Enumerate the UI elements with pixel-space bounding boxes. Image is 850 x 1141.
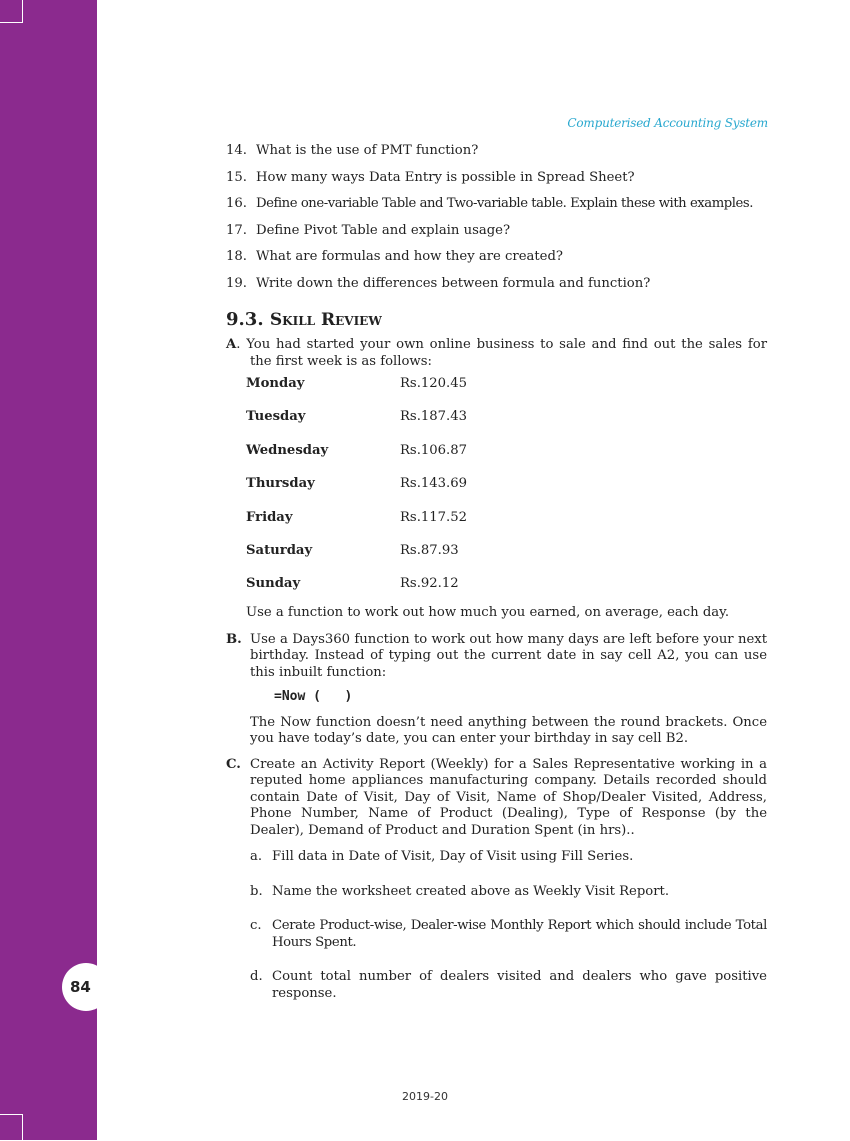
item-text: Fill data in Date of Visit, Day of Visit using Fill Series. (272, 849, 634, 865)
question-text: What are formulas and how they are created? (256, 249, 564, 264)
question-number: 16. (226, 196, 247, 211)
sales-row (246, 576, 767, 602)
question-text: Define one-variable Table and Two-variable table. Explain these with examples. (256, 196, 753, 211)
day-amount: Rs.92.12 (400, 576, 459, 592)
question-number: 15. (226, 169, 247, 185)
day-name: Saturday (246, 542, 313, 558)
part-b-text: Use a Days360 function to work out how many days are left before your next birthday. Instead of typing out the current date in say cell A2, you can use this inbuilt function: (250, 631, 767, 680)
day-name: Thursday (246, 476, 315, 492)
part-b-note: The Now function doesn’t need anything between the round brackets. Once you have today’s date, you can enter your birthday in say cell B2. (250, 714, 767, 747)
part-a-text: . You had started your own online business to sale and find out the sales for the first week is as follows: (236, 337, 767, 369)
question-text: Write down the differences between formula and function? (256, 275, 651, 291)
sales-row (246, 376, 767, 409)
question-number: 14. (226, 143, 247, 158)
section-title: Skill Review (269, 310, 382, 330)
question-item (226, 223, 767, 240)
part-c (226, 757, 767, 840)
item-label: b. (250, 883, 263, 899)
part-c-text: Create an Activity Report (Weekly) for a Sales Representative working in a reputed home appliances manufacturing company. Details recorded should contain Date of Visit, Day of Visit, Name of Shop/Dealer Visited, Address, Phone Number, Name of Product (Dealing), Type of Response (by the Dealer), Demand of Product and Duration Spent (in hrs).. (250, 756, 767, 838)
part-c-item (250, 884, 767, 901)
part-c-items (226, 849, 767, 1002)
question-item (226, 170, 767, 187)
part-a-label: A (226, 337, 237, 352)
question-number: 17. (226, 222, 247, 238)
sales-row (246, 409, 767, 442)
item-label: c. (250, 918, 262, 934)
day-name: Wednesday (246, 442, 329, 458)
item-text: Cerate Product-wise, Dealer-wise Monthly Report which should include Total Hours Spent. (272, 918, 767, 950)
section-heading (226, 309, 767, 331)
part-b (226, 632, 767, 682)
part-c-label: C. (226, 756, 241, 772)
sales-row (246, 510, 767, 543)
question-text: What is the use of PMT function? (256, 143, 479, 158)
day-amount: Rs.87.93 (400, 542, 459, 558)
part-b-label: B. (226, 631, 242, 647)
item-label: a. (250, 849, 263, 865)
day-amount: Rs.187.43 (400, 409, 468, 425)
part-c-item (250, 849, 767, 866)
item-label: d. (250, 969, 263, 985)
footer-year: 2019-20 (402, 1090, 448, 1103)
question-item (226, 276, 767, 293)
question-number: 18. (226, 249, 247, 264)
day-name: Tuesday (246, 409, 306, 425)
part-c-item (250, 918, 767, 951)
section-number: 9.3. (226, 309, 264, 330)
sales-row (246, 443, 767, 476)
part-a (226, 337, 767, 370)
question-item (226, 196, 767, 213)
question-item (226, 143, 767, 160)
day-amount: Rs.143.69 (400, 476, 468, 492)
question-text: Define Pivot Table and explain usage? (256, 222, 511, 238)
sales-row (246, 543, 767, 576)
question-number: 19. (226, 275, 247, 291)
day-name: Friday (246, 509, 293, 525)
part-a-instruction: Use a function to work out how much you earned, on average, each day. (246, 605, 730, 621)
day-name: Monday (246, 376, 305, 391)
sales-row (246, 476, 767, 509)
day-name: Sunday (246, 576, 301, 592)
crop-mark-bottom (0, 1114, 23, 1141)
day-amount: Rs.106.87 (400, 442, 468, 458)
question-list (226, 143, 767, 292)
sales-table (246, 376, 767, 602)
day-amount: Rs.117.52 (400, 509, 468, 525)
crop-mark-top (0, 0, 23, 23)
item-text: Name the worksheet created above as Weekly Visit Report. (272, 883, 670, 899)
running-head: Computerised Accounting System (567, 116, 768, 130)
question-text: How many ways Data Entry is possible in Spread Sheet? (256, 169, 635, 185)
day-amount: Rs.120.45 (400, 376, 468, 391)
page-number: 84 (70, 978, 91, 996)
question-item (226, 249, 767, 266)
now-function: =Now ( ) (274, 689, 353, 705)
item-text: Count total number of dealers visited and dealers who gave positive response. (272, 969, 767, 1001)
part-c-item (250, 969, 767, 1002)
main-content (226, 143, 767, 1002)
